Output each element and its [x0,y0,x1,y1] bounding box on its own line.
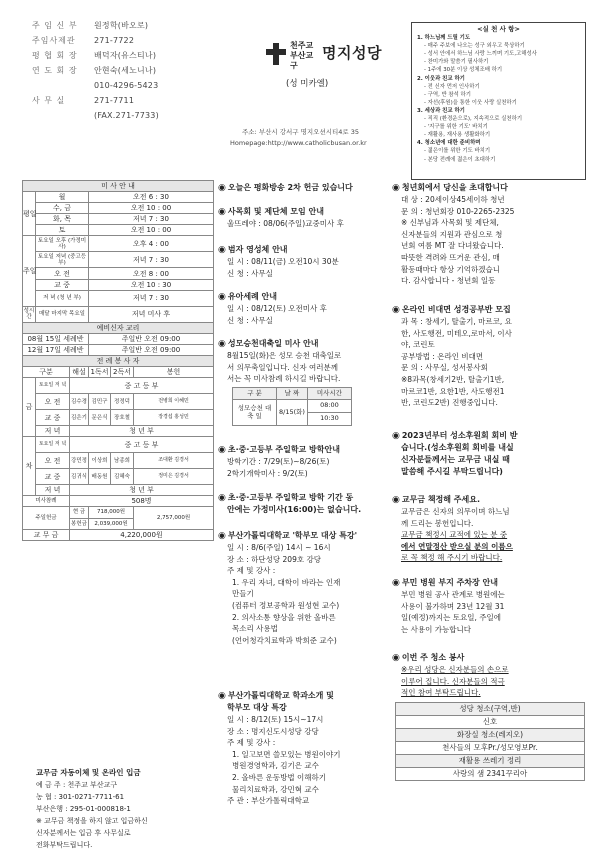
bank-info: 교무금 자동이체 및 온라인 입금 예 금 주 : 천주교 부산교구 농 협 : 301-0271-7711-61 부산은행 : 295-01-000818-1 ※ 교무금 책정을 하지 않고 입금하신 신자분께서는 입금 후 사무실로 전화부탁드립니다. [36,768,148,849]
weekday-label: 평일 [23,192,36,236]
announcement-vocation: ◉ 2023년부터 성소후원회 회비 받 습니다.(성소후원회 회비를 내실 신자분들께서는 교무금 내실 때 말씀해 주시길 부탁드립니다) [392,431,518,476]
servers-title: 전 례 봉 사 자 [23,355,214,366]
church-subtitle: (성 미카엘) [286,79,329,89]
staff-row: (FAX.271-7733) [94,111,159,120]
assumption-table: 구 분 날 짜 미사시간 성모승천 대 축 일 8/15(화) 08:00 10:30 [232,387,352,426]
announcement-department-intro: ◉ 부산가톨릭대학교 학과소개 및 학부모 대상 특강 일 시 : 8/12(토) 15시~17시 장 소 : 명지신도시성당 강당 주 제 및 강사 : 1. 일고보면 쓸모있는 병원이야기 병원경영학과, 김기은 교수 2. 올바른 운동방법 이해하기 물리치료학과, 강민혁 교수 주 관 : 부산가톨릭대학교 [218,691,341,806]
staff-row: 주 임 신 부 원정학(바오로) [32,21,149,30]
announcement-infant-baptism: ◉ 유아세례 안내 일 시 : 08/12(토) 오전미사 후 신 청 : 사무실 [218,292,327,325]
announcement-parking: ◉ 부민 병원 부지 주차장 안내 부민 병원 공사 관계로 병원에는 사용이 불가하며 23년 12월 31 일(예정)까지는 토요일, 주일에 는 사용이 가능합니다 [392,578,505,634]
bullet-icon: ◉ [218,292,226,302]
church-address: 주소: 부산시 강서구 명지오션시티4로 35 Homepage:http://www.catholicbusan.or.kr [230,127,410,149]
staff-row: 사 무 실 271-7711 [32,96,135,105]
cleaning-table: 성당 청소(구역,반) 신호 화장실 청소(레지오) 천사들의 모후Pr./성모영보Pr. 재활용 쓰레기 정리 사랑의 샘 2341꾸리아 [395,702,585,781]
cross-icon [266,43,286,65]
announcement-parent-lecture: ◉ 부산가톨릭대학교 '학부모 대상 특강' 일 시 : 8/6(주일) 14시 ~ 16시 장 소 : 하단성당 209호 강당 주 제 및 강사 : 1. 우리 자녀, 대학이 바라는 인재 만들기 (컴퓨터 정보공학과 원성현 교수) 2. 의사소통 향상을 위한 올바른 목소리 사용법 (언어청각치료학과 박희준 교수) [218,531,358,645]
announcement-tithe: ◉ 교무금 책정해 주세요. 교무금은 신자의 의무이며 하느님 께 드리는 봉헌입니다. 교무금 책정시 교적에 있는 분 중 에서 연말정산 받으실 분의 이름으 로 꼭 책정 해 주시기 바랍니다. [392,495,513,563]
bullet-icon: ◉ [392,578,400,588]
announcement-communion: ◉ 범자 영성체 안내 일 시 : 08/11(금) 오전10시 30분 신 청 : 사무실 [218,245,339,278]
bullet-icon: ◉ [218,493,226,503]
announcement-family-mass: ◉ 초·중·고등부 주일학교 방학 기간 동 안에는 가정미사(16:00)는 없습니다. [218,493,362,514]
announcement-assumption: ◉ 성모승천대축일 미사 안내 8월15일(화)은 성모 승천 대축일로 서 의무축일입니다. 신자 여러분께 서는 꼭 미사참례 하시길 바랍니다. 구 분 날 짜 미사시간 성모승천 대 축 일 8/15(화) 08:00 10:30 [218,338,388,426]
bullet-icon: ◉ [392,653,400,663]
church-logo [266,41,394,97]
homepage-link[interactable]: Homepage:http://www.catholicbusan.or.kr [230,139,367,147]
staff-row: 평 협 회 장 배덕자(유스티나) [32,51,157,60]
schedule-table: 미 사 안 내 평일 월 오전 6 : 30 수, 금 오전 10 : 00 화, 목 저녁 7 : 30 토 오전 10 : 00 주일 토요일 오후 (가정미사) 오후 4 : 00 토요일 저녁 (중고등부) 저녁 7 : 30 오 전 오전 8 : 00 교 중 오전 10 : 30 저 녁 (청 년 부) 저녁 7 : 30 성시 간 매달 마지막 목요일 저녁 미사 후 예비신자 교리 08월 15일 세례반 주일반 오전 09:00 12월 17일 세례반 주일반 오전 09:00 전 례 봉 사 자 구분 해설 1독서 2독서 봉헌 금 토요일 저 녁 중 고 등 부 오 전 김수경 김민구 정정덕 전병희 이혜민 교 중 김은기 문은식 장호철 장경섭 홍성민 저 녁 청 년 부 차 토요일 저 녁 중 고 등 부 오 전 강민정 이상희 남종희 조대환 김경서 교 중 김귀식 배동원 김혜숙 정미은 김경서 저 녁 청 년 부 미사참례 508명 주일헌금 현 금 718,000원 2,757,000원 봉헌금 2,039,000원 교 무 금 4,220,000원 [22,180,214,541]
announcement-school-break: ◉ 초·중·고등부 주일학교 방학안내 방학기간 : 7/29(토)~8/26(토) 2학기개학미사 : 9/2(토) [218,445,340,478]
bullet-icon: ◉ [218,207,226,217]
staff-list [32,18,247,123]
bullet-icon: ◉ [218,183,226,193]
bullet-icon: ◉ [392,305,400,315]
announcement-broadcast: ◉ 오늘은 평화방송 2차 헌금 있습니다 [218,183,353,193]
announcement-bible-study: ◉ 온라인 비대면 성경공부반 모집 과 목 : 창세기, 탈출기, 마르코, 요 한, 사도행전, 미테오,로마서, 이사 야, 코린토 공부방법 : 온라인 비대면 문 의 : 사무실, 성서봉사회 ※8과목(창세기2반, 탈출기1반, 마르코1반, 요한1반, 사도행전1 반, 코린도2반) 진행중입니다. [392,305,512,408]
bullet-icon: ◉ [392,431,400,441]
bullet-icon: ◉ [218,531,226,541]
staff-row: 주임사제관 271-7722 [32,36,135,45]
staff-row: 010-4296-5423 [94,81,159,90]
logo-diocese: 천주교 부산교구 [290,41,314,70]
baptism-title: 예비신자 교리 [23,322,214,333]
bullet-icon: ◉ [218,245,226,255]
bullet-icon: ◉ [218,445,226,455]
mass-title: 미 사 안 내 [23,181,214,192]
bullet-icon: ◉ [392,495,400,505]
bullet-icon: ◉ [218,339,226,349]
practice-box: <실 천 사 항> 1. 하느님께 드릴 기도 - 매주 주보에 나오는 성구 외우고 묵상하기 - 성서 안에서 하느님 사랑 느끼며 기도,고해성사 - 찬미가와 말씀기 필사하기 - 1주에 30분 이상 성체조배 하기 2. 이웃과 친교 하기 - 전 신자 먼저 인사하기 - 구역, 반 참석 하기 - 자선(후원)을 통한 이웃 사랑 실천하기 3. 세상과 친교 하기 - 직직 (환경운으로), 지속적으로 실천하기 - '지구를 위한 기도' 바치기 - 재활용, 재사용 생활화하기 4. 청소년에 대한 준비하며 - 젊은이를 위한 기도 바치기 - 본당 전례에 젊은이 초대하기 [411,22,586,180]
sunday-label: 주일 [23,236,36,306]
church-name: 명지성당 [322,44,382,62]
announcement-cleaning: ◉ 이번 주 청소 봉사 ※우리 성당은 신자분들의 손으로 이루어 집니다. 신자분들의 적극 적인 참여 부탁드립니다. 성당 청소(구역,반) 신호 화장실 청소(레지오) 천사들의 모후Pr./성모영보Pr. 재활용 쓰레기 정리 사랑의 샘 2341꾸리아 [392,652,588,781]
announcement-meeting: ◉ 사목회 및 제단체 모임 안내 울뜨레야 : 08/06(주일)교중미사 후 [218,207,344,228]
bullet-icon: ◉ [392,183,400,193]
bullet-icon: ◉ [218,691,226,701]
announcement-youth: ◉ 청년회에서 당신을 초대합니다 대 상 : 20세이상45세이하 청년 문 의 : 청년회장 010-2265-2325 ※ 신부님과 사목회 및 제단체, 신자분들의 지원과 관심으로 청 년회 여름 MT 잘 다녀왔습니다. 따뜻한 격려와 뜨거운 관심, 매 활동때마다 항상 기억하겠습니 다. 감사합니다 - 청년회 일동 [392,183,515,286]
staff-row: 연 도 회 장 안현숙(세노니나) [32,66,157,75]
